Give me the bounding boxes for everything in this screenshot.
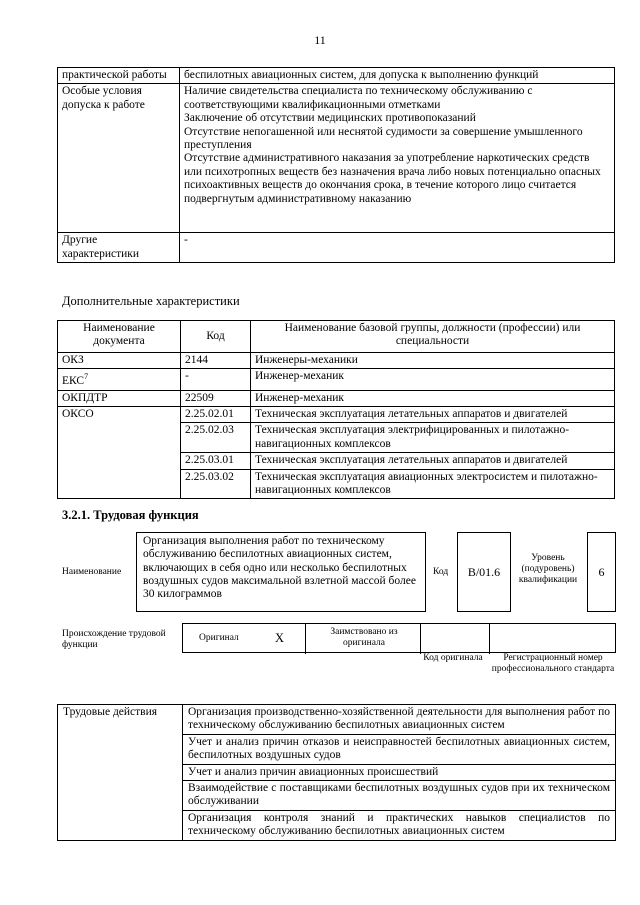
header-code: Код xyxy=(181,321,251,353)
table-row xyxy=(58,68,615,84)
additional-characteristics-table xyxy=(57,320,615,499)
code-cell: 22509 xyxy=(181,390,251,406)
code-cell: - xyxy=(181,369,251,390)
labor-action-item: Организация производственно-хозяйственной деятельности для выполнения работ по техническому обслуживанию беспилотных авиационных систем xyxy=(183,705,616,735)
table-row xyxy=(58,705,616,735)
code-cell: 2.25.03.01 xyxy=(181,453,251,469)
code-cell: 2.25.02.03 xyxy=(181,423,251,453)
header-name: Наименование базовой группы, должности (профессии) или специальности xyxy=(251,321,615,353)
labor-action-item: Взаимодействие с поставщиками беспилотных воздушных судов при их техническом обслуживании xyxy=(183,781,616,811)
name-cell: Инженер-механик xyxy=(251,369,615,390)
name-cell: Инженер-механик xyxy=(251,390,615,406)
condition-item: Наличие свидетельства специалиста по техническому обслуживанию с соответствующими квалификационными отметками xyxy=(184,85,533,111)
labor-action-item: Учет и анализ причин авиационных происшествий xyxy=(183,764,616,780)
header-document: Наименование документа xyxy=(58,321,181,353)
original-mark: X xyxy=(275,631,285,645)
table-header-row xyxy=(58,321,615,353)
labor-action-item: Организация контроля знаний и практических навыков специалистов по техническому обслуживанию беспилотных авиационных систем xyxy=(183,810,616,840)
function-name: Организация выполнения работ по техническому обслуживанию беспилотных авиационных систем, включающих в себя одно или несколько беспилотных воздушных судов максимальной взлетной массой более 30 килограммов xyxy=(143,535,416,601)
page-number: 11 xyxy=(314,33,326,47)
original-label: Оригинал xyxy=(199,633,239,643)
doc-cell: ЕКС$^7$ xyxy=(58,369,181,390)
code-value-box xyxy=(457,532,511,612)
code-label: Код xyxy=(433,567,449,577)
name-label: Наименование xyxy=(62,567,122,577)
name-cell: Техническая эксплуатация летательных аппаратов и двигателей xyxy=(251,453,615,469)
row-label: Другие характеристики xyxy=(58,233,180,263)
code-value: B/01.6 xyxy=(467,565,501,579)
level-value: 6 xyxy=(598,565,605,579)
code-cell: 2.25.03.02 xyxy=(181,469,251,499)
condition-item: Заключение об отсутствии медицинских противопоказаний xyxy=(184,112,476,125)
origin-row xyxy=(182,623,616,653)
function-name-box xyxy=(136,532,426,612)
level-value-box xyxy=(587,532,616,612)
name-cell: Техническая эксплуатация летательных аппаратов и двигателей xyxy=(251,407,615,423)
reg-number-label: Регистрационный номер профессионального стандарта xyxy=(491,653,615,674)
doc-cell: ОКЗ xyxy=(58,353,181,369)
origin-label: Происхождение трудовой функции xyxy=(62,629,166,650)
row-value: беспилотных авиационных систем, для допуска к выполнению функций xyxy=(180,68,615,84)
additional-characteristics-title: Дополнительные характеристики xyxy=(62,294,240,308)
table-row xyxy=(58,353,615,369)
borrowed-label: Заимствовано из оригинала xyxy=(330,627,398,648)
table-row xyxy=(58,233,615,263)
footnote-mark: 7 xyxy=(84,372,89,382)
table-row xyxy=(58,407,615,423)
table-row xyxy=(58,390,615,406)
name-cell: Техническая эксплуатация электрифицированных и пилотажно-навигационных комплексов xyxy=(251,423,615,453)
row-value: - xyxy=(180,233,615,263)
code-original-label: Код оригинала xyxy=(423,653,483,663)
condition-item: Отсутствие непогашенной или неснятой судимости за совершение умышленного преступления xyxy=(184,125,583,152)
labor-action-item: Учет и анализ причин отказов и неисправностей беспилотных авиационных систем, беспилотных воздушных судов xyxy=(183,734,616,764)
code-cell: 2.25.02.01 xyxy=(181,407,251,423)
level-label: Уровень (подуровень) квалификации xyxy=(518,553,578,585)
table-row xyxy=(58,369,615,390)
section-title: 3.2.1. Трудовая функция xyxy=(62,508,199,522)
row-label: практической работы xyxy=(58,68,180,84)
code-cell: 2144 xyxy=(181,353,251,369)
row-label: Особые условия допуска к работе xyxy=(58,84,180,233)
table-row xyxy=(58,84,615,233)
condition-item: Отсутствие административного наказания за употребление наркотических средств или психотропных веществ без назначения врача либо новых потенциально опасных психоактивных веществ до окончания срока, в течение которого лицо считается подвергнутым административному наказанию xyxy=(184,152,601,205)
name-cell: Инженеры-механики xyxy=(251,353,615,369)
doc-cell: ОКСО xyxy=(58,407,181,499)
row-value xyxy=(180,84,615,233)
labor-actions-table xyxy=(57,704,616,841)
name-cell: Техническая эксплуатация авиационных электросистем и пилотажно-навигационных комплексов xyxy=(251,469,615,499)
qualification-requirements-table xyxy=(57,67,615,263)
doc-cell: ОКПДТР xyxy=(58,390,181,406)
labor-actions-label: Трудовые действия xyxy=(58,705,183,841)
